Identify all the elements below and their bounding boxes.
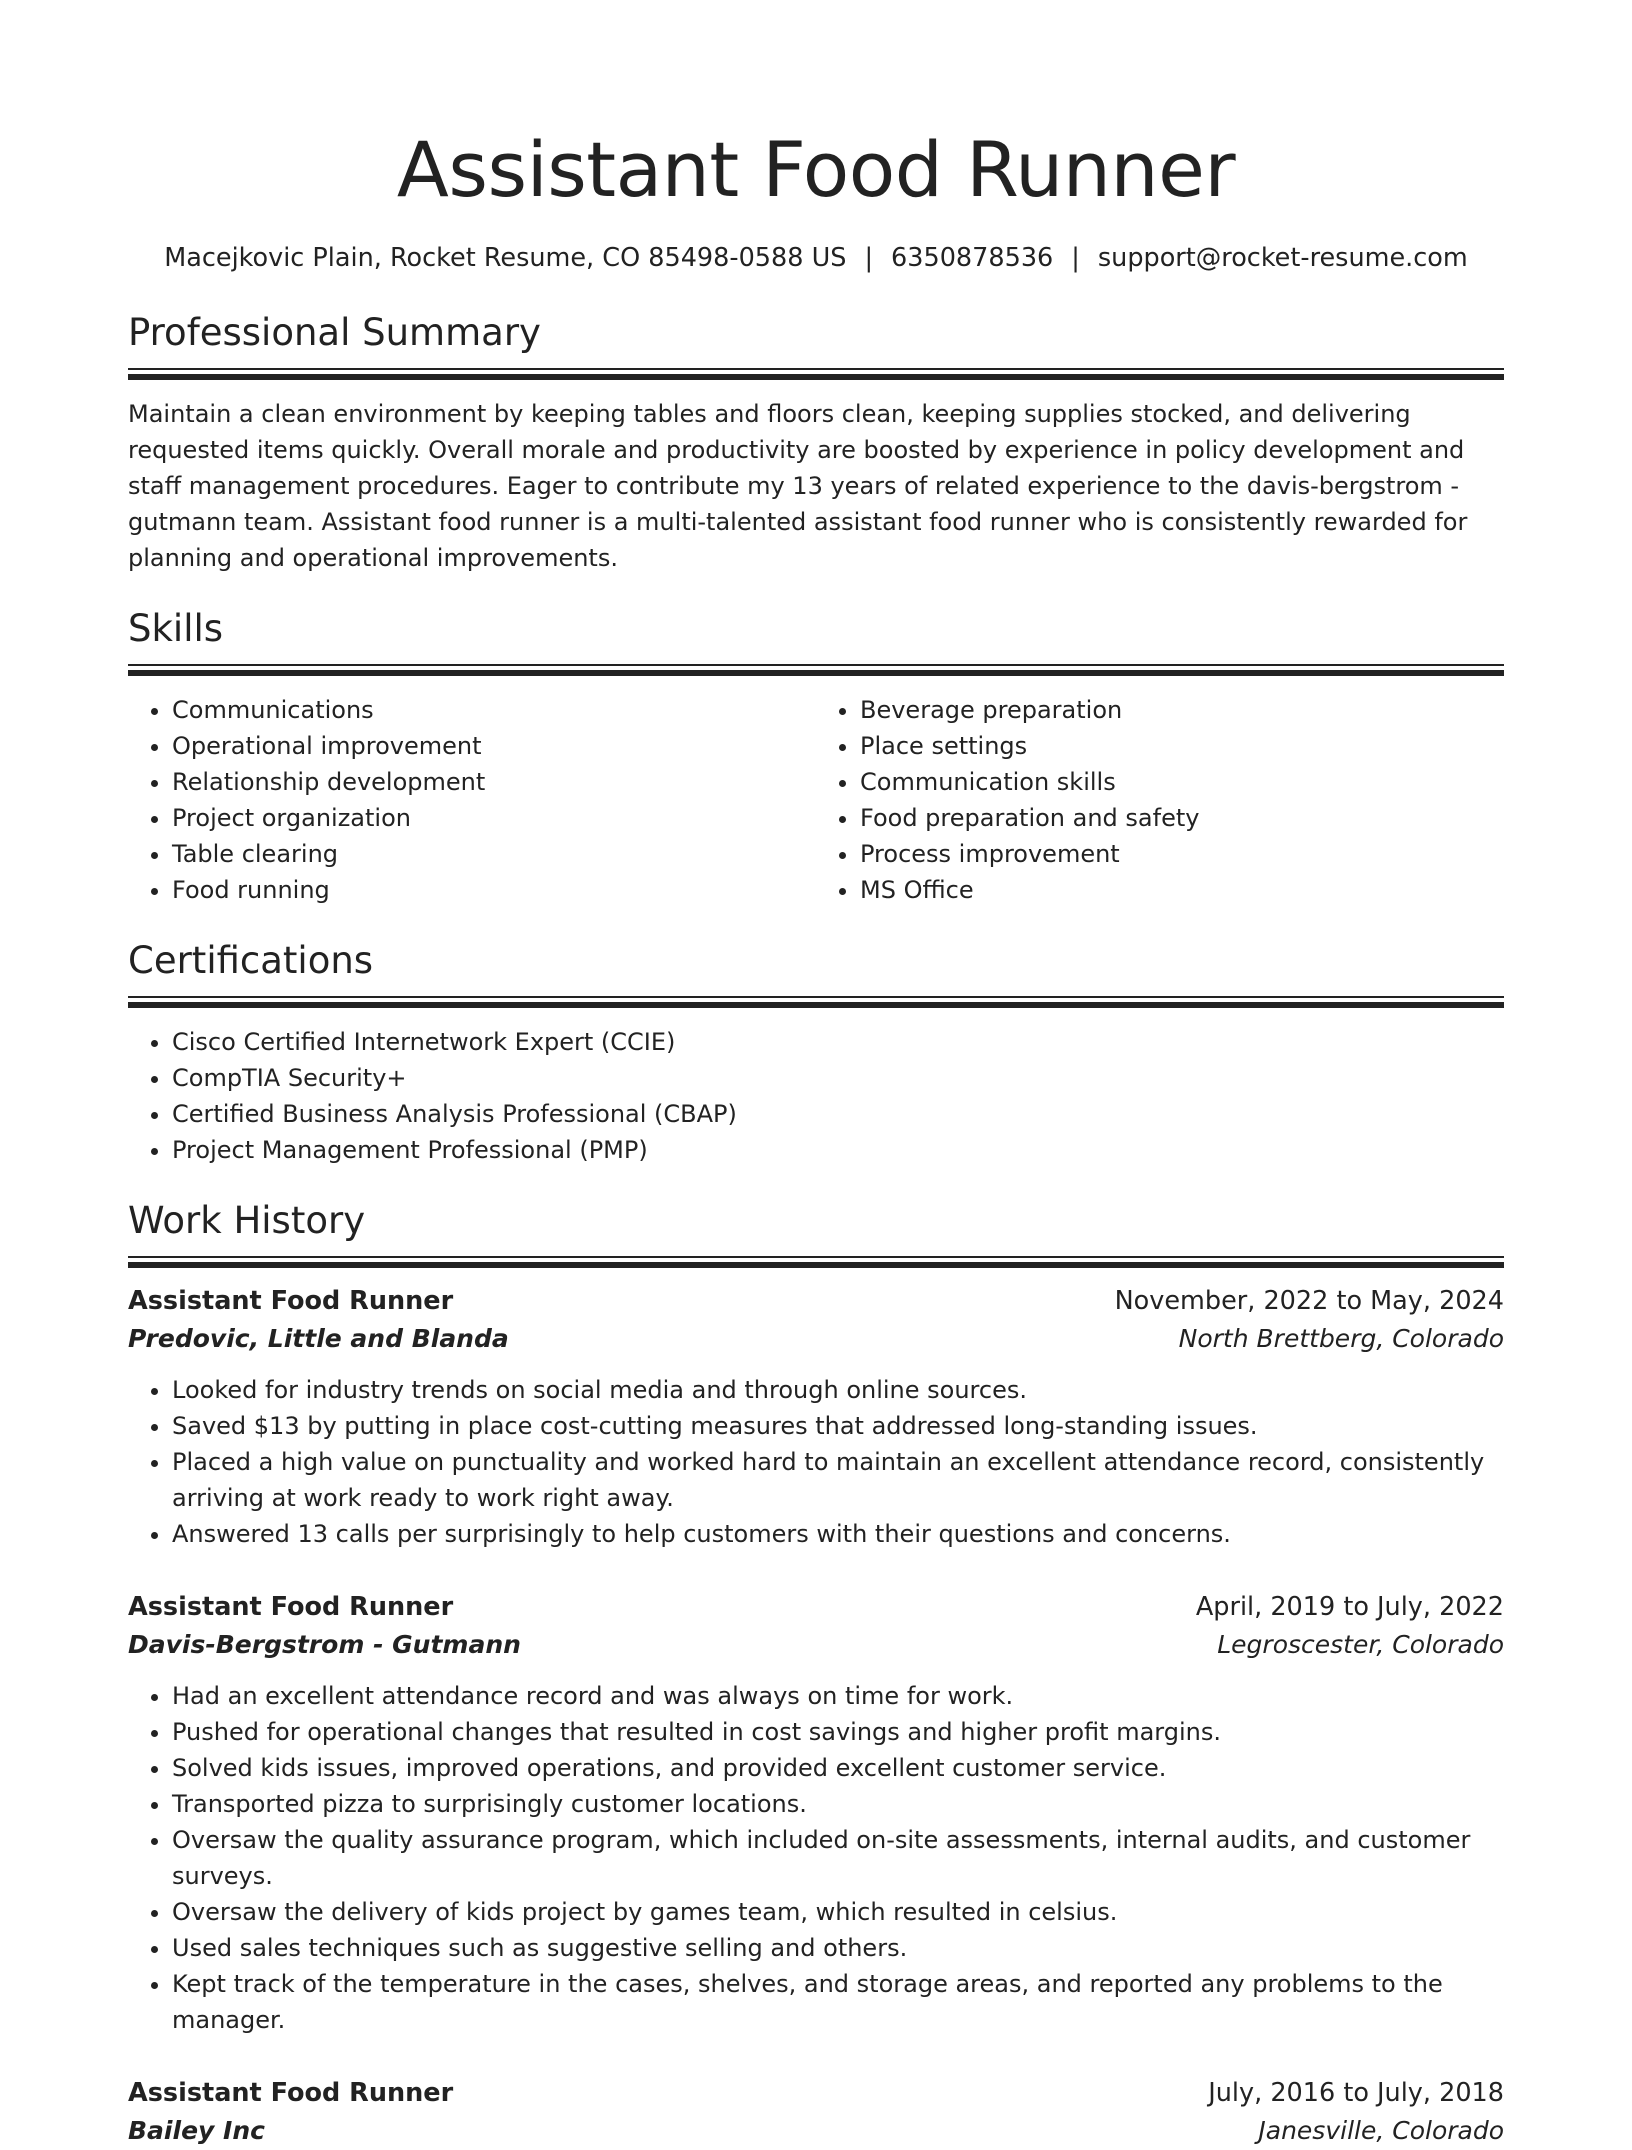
list-item: • Cisco Certified Internetwork Expert (CCIE) xyxy=(172,1024,1504,1060)
job-location: Janesville, Colorado xyxy=(1258,2116,1504,2145)
job-location: North Brettberg, Colorado xyxy=(1178,1324,1504,1353)
job-dates: November, 2022 to May, 2024 xyxy=(1114,1286,1504,1316)
section-rule xyxy=(128,368,1504,380)
summary-title: Professional Summary xyxy=(128,311,541,354)
skills-grid xyxy=(128,692,1504,908)
list-item: • Communication skills xyxy=(860,764,1504,800)
list-item: • Beverage preparation xyxy=(860,692,1504,728)
work-history-title: Work History xyxy=(128,1199,366,1242)
certifications-section xyxy=(128,938,1504,1168)
list-item: • MS Office xyxy=(860,872,1504,908)
contact-separator: | xyxy=(1071,243,1080,273)
contact-address: Macejkovic Plain, Rocket Resume, CO 85498-0588 US xyxy=(164,243,847,273)
list-item: • Relationship development xyxy=(172,764,816,800)
work-history-section xyxy=(128,1198,1504,2150)
list-item: • Operational improvement xyxy=(172,728,816,764)
job-location: Legroscester, Colorado xyxy=(1217,1630,1504,1659)
list-item: • Solved kids issues, improved operations, and provided excellent customer service. xyxy=(172,1750,1504,1786)
skills-section xyxy=(128,606,1504,908)
list-item: • Certified Business Analysis Professional (CBAP) xyxy=(172,1096,1504,1132)
job-bullets xyxy=(128,1372,1504,1552)
job-title: Assistant Food Runner xyxy=(128,1286,454,1316)
skills-title: Skills xyxy=(128,607,224,650)
job-title: Assistant Food Runner xyxy=(128,1592,454,1622)
list-item: • Oversaw the quality assurance program, which included on-site assessments, internal audits, and customer surveys. xyxy=(172,1822,1504,1894)
list-item: • Kept track of the temperature in the cases, shelves, and storage areas, and reported any problems to the manager. xyxy=(172,1966,1504,2038)
certifications-list xyxy=(128,1024,1504,1168)
contact-line xyxy=(128,240,1504,276)
list-item: • Answered 13 calls per surprisingly to help customers with their questions and concerns. xyxy=(172,1516,1504,1552)
contact-phone: 6350878536 xyxy=(891,243,1054,273)
job-title: Assistant Food Runner xyxy=(128,2078,454,2108)
section-rule xyxy=(128,1256,1504,1268)
list-item: • Place settings xyxy=(860,728,1504,764)
summary-section xyxy=(128,310,1504,576)
skills-list-right xyxy=(816,692,1504,908)
list-item: • Communications xyxy=(172,692,816,728)
list-item: • Placed a high value on punctuality and worked hard to maintain an excellent attendance record, consistently arriving at work ready to work right away. xyxy=(172,1444,1504,1516)
list-item: • Food running xyxy=(172,872,816,908)
list-item: • Oversaw the delivery of kids project by games team, which resulted in celsius. xyxy=(172,1894,1504,1930)
job-company: Bailey Inc xyxy=(128,2116,265,2145)
list-item: • Project organization xyxy=(172,800,816,836)
section-rule xyxy=(128,996,1504,1008)
contact-separator: | xyxy=(864,243,874,273)
contact-email[interactable]: support@rocket-resume.com xyxy=(1097,243,1468,273)
list-item: • Transported pizza to surprisingly customer locations. xyxy=(172,1786,1504,1822)
job-dates: April, 2019 to July, 2022 xyxy=(1195,1592,1504,1622)
list-item: • Saved $13 by putting in place cost-cutting measures that addressed long-standing issues. xyxy=(172,1408,1504,1444)
job-entry xyxy=(128,1282,1504,1552)
list-item: • Table clearing xyxy=(172,836,816,872)
certifications-title: Certifications xyxy=(128,939,374,982)
list-item: • Used sales techniques such as suggestive selling and others. xyxy=(172,1930,1504,1966)
job-entry xyxy=(128,1588,1504,2038)
job-company: Davis-Bergstrom - Gutmann xyxy=(128,1630,521,1659)
job-dates: July, 2016 to July, 2018 xyxy=(1208,2078,1504,2108)
list-item: • Looked for industry trends on social media and through online sources. xyxy=(172,1372,1504,1408)
job-entry xyxy=(128,2074,1504,2150)
skills-list-left xyxy=(128,692,816,908)
section-rule xyxy=(128,664,1504,676)
resume-name: Assistant Food Runner xyxy=(396,125,1236,214)
list-item: • CompTIA Security+ xyxy=(172,1060,1504,1096)
summary-text: Maintain a clean environment by keeping tables and floors clean, keeping supplies stocked, and delivering requested items quickly. Overall morale and productivity are boosted by experience in policy development and staff management procedures. Eager to contribute my 13 years of related experience to the davis-bergstrom - gutmann team. Assistant food runner is a multi-talented assistant food runner who is consistently rewarded for planning and operational improvements. xyxy=(128,400,1468,572)
job-bullets xyxy=(128,1678,1504,2038)
list-item: • Project Management Professional (PMP) xyxy=(172,1132,1504,1168)
list-item: • Process improvement xyxy=(860,836,1504,872)
list-item: • Had an excellent attendance record and was always on time for work. xyxy=(172,1678,1504,1714)
list-item: • Food preparation and safety xyxy=(860,800,1504,836)
list-item: • Pushed for operational changes that resulted in cost savings and higher profit margins. xyxy=(172,1714,1504,1750)
job-company: Predovic, Little and Blanda xyxy=(128,1324,509,1353)
